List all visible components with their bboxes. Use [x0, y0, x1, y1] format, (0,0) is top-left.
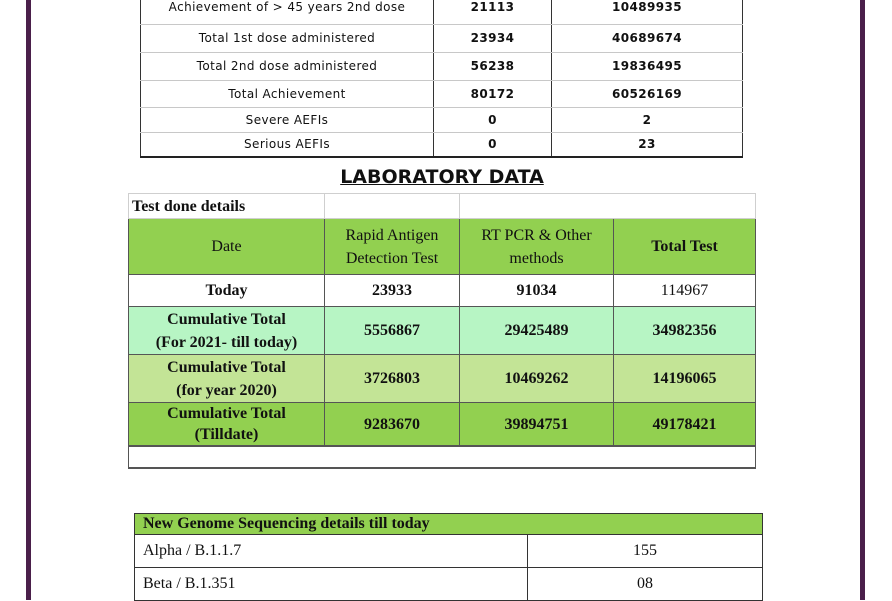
vaccination-total-value: 40689674: [552, 24, 743, 52]
vaccination-total-value: 19836495: [552, 52, 743, 80]
table-row: [141, 0, 743, 24]
rapid-antigen-value: 23933: [325, 275, 460, 307]
variant-count: 08: [528, 568, 763, 601]
variant-count: 155: [528, 535, 763, 568]
table-row: [129, 403, 756, 447]
genome-sequencing-table: [134, 513, 763, 601]
variant-name: Beta / B.1.351: [135, 568, 528, 601]
rt-pcr-value: 39894751: [460, 403, 614, 447]
table-row: [141, 80, 743, 107]
vaccination-today-value: 21113: [434, 0, 552, 24]
vaccination-total-value: 10489935: [552, 0, 743, 24]
table-row: [141, 107, 743, 132]
rt-pcr-value: 10469262: [460, 355, 614, 403]
table-row: [129, 355, 756, 403]
table-row: [141, 52, 743, 80]
vaccination-label: Total Achievement: [141, 80, 434, 107]
vaccination-today-value: 56238: [434, 52, 552, 80]
vaccination-today-value: 0: [434, 132, 552, 157]
table-row: [141, 132, 743, 157]
table-row: [129, 307, 756, 355]
table-row: [135, 535, 763, 568]
vaccination-label: Achievement of > 45 years 2nd dose: [141, 0, 434, 24]
vaccination-label: Total 2nd dose administered: [141, 52, 434, 80]
page-frame-left: [26, 0, 31, 600]
vaccination-label: Severe AEFIs: [141, 107, 434, 132]
total-test-value: 14196065: [614, 355, 756, 403]
vaccination-label: Serious AEFIs: [141, 132, 434, 157]
page-frame-right: [860, 0, 865, 600]
vaccination-total-value: 60526169: [552, 80, 743, 107]
rapid-antigen-value: 5556867: [325, 307, 460, 355]
genome-sequencing-title: New Genome Sequencing details till today: [135, 514, 763, 535]
vaccination-table: [140, 0, 743, 158]
vaccination-today-value: 23934: [434, 24, 552, 52]
table-row-empty: [129, 446, 756, 468]
table-row: [129, 275, 756, 307]
vaccination-total-value: 23: [552, 132, 743, 157]
table-header-row: [129, 219, 756, 275]
rapid-antigen-column-header: Rapid Antigen Detection Test: [325, 219, 460, 275]
row-label: Cumulative Total (for year 2020): [129, 355, 325, 403]
row-label: Cumulative Total (For 2021- till today): [129, 307, 325, 355]
rt-pcr-column-header: RT PCR & Other methods: [460, 219, 614, 275]
vaccination-total-value: 2: [552, 107, 743, 132]
vaccination-today-value: 80172: [434, 80, 552, 107]
table-caption-row: [129, 194, 756, 219]
rt-pcr-value: 91034: [460, 275, 614, 307]
total-test-column-header: Total Test: [614, 219, 756, 275]
laboratory-data-heading: LABORATORY DATA: [340, 166, 544, 188]
table-row: [141, 24, 743, 52]
date-column-header: Date: [129, 219, 325, 275]
vaccination-today-value: 0: [434, 107, 552, 132]
row-label: Cumulative Total (Tilldate): [129, 403, 325, 447]
rapid-antigen-value: 3726803: [325, 355, 460, 403]
test-done-details-label: Test done details: [129, 194, 325, 219]
table-header-row: [135, 514, 763, 535]
total-test-value: 114967: [614, 275, 756, 307]
row-label: Today: [129, 275, 325, 307]
total-test-value: 49178421: [614, 403, 756, 447]
laboratory-table: [128, 193, 756, 469]
vaccination-label: Total 1st dose administered: [141, 24, 434, 52]
variant-name: Alpha / B.1.1.7: [135, 535, 528, 568]
rt-pcr-value: 29425489: [460, 307, 614, 355]
rapid-antigen-value: 9283670: [325, 403, 460, 447]
total-test-value: 34982356: [614, 307, 756, 355]
table-row: [135, 568, 763, 601]
